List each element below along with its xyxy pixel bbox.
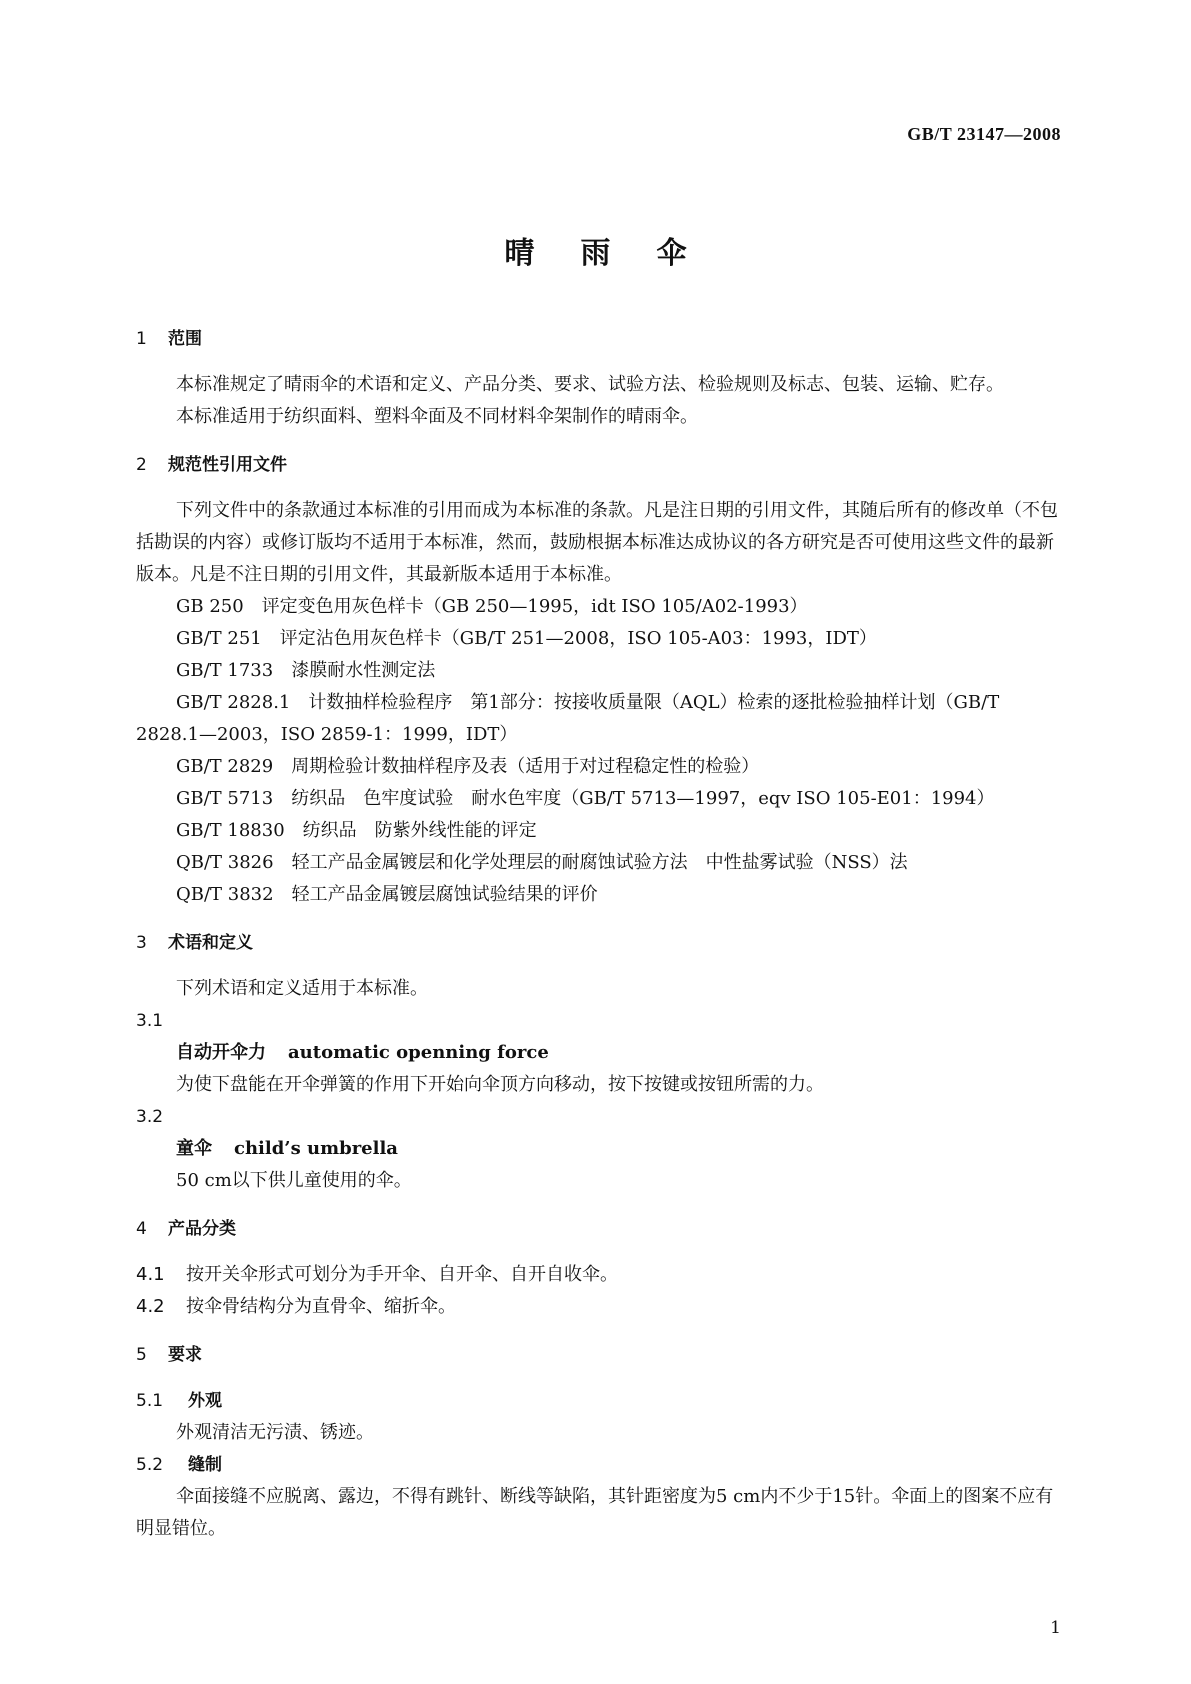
reference-item: GB/T 18830 纺织品 防紫外线性能的评定 — [176, 820, 537, 841]
page-number: 1 — [1050, 1618, 1061, 1638]
classification-item: 4.2 按伞骨结构分为直骨伞、缩折伞。 — [136, 1296, 456, 1317]
reference-item: GB/T 1733 漆膜耐水性测定法 — [176, 660, 436, 681]
references-intro: 下列文件中的条款通过本标准的引用而成为本标准的条款。凡是注日期的引用文件，其随后所有的修改单（不包括勘误的内容）或修订版均不适用于本标准，然而，鼓励根据本标准达成协议的各方研究是否可使用这些文件的最新版本。凡是不注日期的引用文件，其最新版本适用于本标准。 — [136, 500, 1058, 585]
section-3-heading: 3 术语和定义 — [136, 933, 253, 953]
term-en: automatic openning force — [288, 1042, 549, 1063]
reference-item: QB/T 3832 轻工产品金属镀层腐蚀试验结果的评价 — [176, 884, 598, 905]
term-zh: 自动开伞力 — [176, 1042, 266, 1063]
subsection-text: 外观清洁无污渍、锈迹。 — [176, 1422, 374, 1443]
section-4-heading: 4 产品分类 — [136, 1219, 236, 1239]
term-number: 3.1 — [136, 1011, 164, 1031]
term-heading — [136, 1133, 1061, 1165]
reference-item: GB 250 评定变色用灰色样卡（GB 250—1995，idt ISO 105/A02-1993） — [176, 596, 808, 617]
reference-item: GB/T 251 评定沾色用灰色样卡（GB/T 251—2008，ISO 105-A03：1993，IDT） — [176, 628, 877, 649]
subsection-text: 伞面接缝不应脱离、露边，不得有跳针、断线等缺陷，其针距密度为5 cm内不少于15针。伞面上的图案不应有明显错位。 — [136, 1486, 1054, 1539]
document-body — [136, 323, 1061, 1545]
section-2-heading: 2 规范性引用文件 — [136, 455, 287, 475]
terms-intro: 下列术语和定义适用于本标准。 — [176, 978, 428, 999]
term-definition: 为使下盘能在开伞弹簧的作用下开始向伞顶方向移动，按下按键或按钮所需的力。 — [176, 1074, 824, 1095]
reference-item: GB/T 2828.1 计数抽样检验程序 第1部分：按接收质量限（AQL）检索的逐批检验抽样计划（GB/T 2828.1—2003，ISO 2859-1：1999，IDT） — [136, 692, 1000, 745]
scope-paragraph-1: 本标准规定了晴雨伞的术语和定义、产品分类、要求、试验方法、检验规则及标志、包装、运输、贮存。 — [176, 374, 1004, 395]
subsection-heading: 5.1 外观 — [136, 1391, 222, 1411]
reference-item: GB/T 2829 周期检验计数抽样程序及表（适用于对过程稳定性的检验） — [176, 756, 760, 777]
term-zh: 童伞 — [176, 1138, 212, 1159]
term-definition: 50 cm以下供儿童使用的伞。 — [176, 1170, 412, 1191]
section-1-heading: 1 范围 — [136, 329, 202, 349]
reference-item: QB/T 3826 轻工产品金属镀层和化学处理层的耐腐蚀试验方法 中性盐雾试验（NSS）法 — [176, 852, 908, 873]
term-heading — [136, 1037, 1061, 1069]
standard-code: GB/T 23147—2008 — [907, 124, 1061, 144]
classification-item: 4.1 按开关伞形式可划分为手开伞、自开伞、自开自收伞。 — [136, 1264, 618, 1285]
section-1-title: 范围 — [168, 329, 202, 349]
subsection-heading: 5.2 缝制 — [136, 1455, 222, 1475]
term-en: child’s umbrella — [234, 1138, 398, 1159]
scope-paragraph-2: 本标准适用于纺织面料、塑料伞面及不同材料伞架制作的晴雨伞。 — [176, 406, 698, 427]
term-number: 3.2 — [136, 1107, 164, 1127]
document-title: 晴雨伞 — [504, 236, 733, 271]
section-5-heading: 5 要求 — [136, 1345, 202, 1365]
reference-item: GB/T 5713 纺织品 色牢度试验 耐水色牢度（GB/T 5713—1997，eqv ISO 105-E01：1994） — [176, 788, 995, 809]
section-4-title: 产品分类 — [168, 1219, 236, 1239]
section-3-title: 术语和定义 — [168, 933, 253, 953]
section-5-title: 要求 — [168, 1345, 202, 1365]
section-2-title: 规范性引用文件 — [168, 455, 287, 475]
